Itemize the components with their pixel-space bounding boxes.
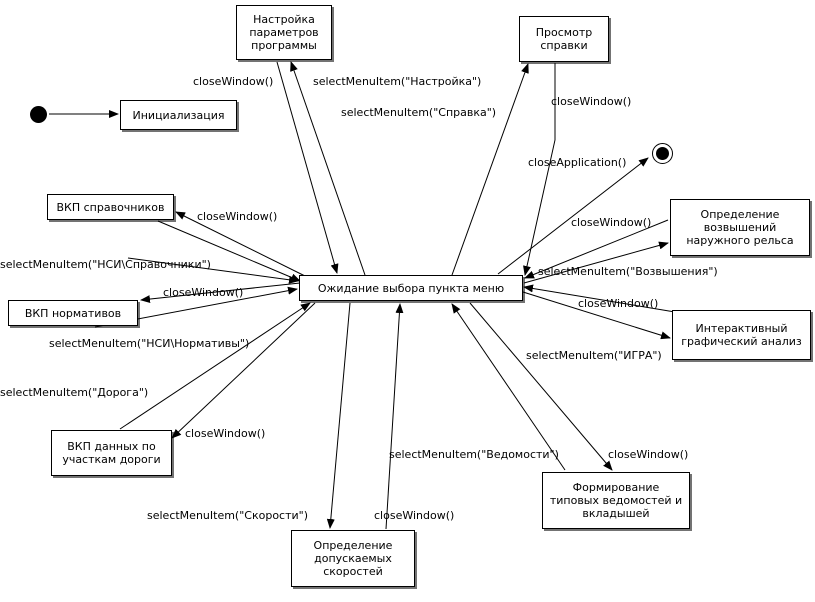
state-reports[interactable] bbox=[542, 472, 690, 529]
state-help[interactable] bbox=[519, 16, 609, 62]
state-analysis-label: Интерактивный графический анализ bbox=[681, 322, 802, 348]
transition-label: selectMenuItem("Дорога") bbox=[0, 386, 149, 399]
state-wait-menu-label: Ожидание выбора пункта меню bbox=[317, 281, 505, 295]
transition-label: selectMenuItem("Справка") bbox=[341, 106, 497, 119]
state-speeds[interactable] bbox=[291, 530, 415, 587]
state-help-label: Просмотр справки bbox=[535, 26, 593, 52]
state-speeds-label: Определение допускаемых скоростей bbox=[313, 539, 393, 578]
transition-label: selectMenuItem("НСИ\Нормативы") bbox=[49, 337, 250, 350]
state-refbooks-label: ВКП справочников bbox=[56, 200, 165, 214]
start-state bbox=[30, 106, 47, 123]
final-state-inner bbox=[656, 147, 669, 160]
transition-label: closeWindow() bbox=[571, 216, 652, 229]
transition-label: closeWindow() bbox=[185, 427, 266, 440]
transition-label: closeWindow() bbox=[193, 75, 274, 88]
state-analysis[interactable] bbox=[672, 310, 811, 360]
transition-label: closeWindow() bbox=[197, 210, 278, 223]
transition-label: closeWindow() bbox=[163, 286, 244, 299]
state-refbooks[interactable] bbox=[47, 194, 174, 220]
state-reports-label: Формирование типовых ведомостей и вкладышей bbox=[549, 481, 683, 520]
transition-label: closeWindow() bbox=[608, 448, 689, 461]
transition-label: selectMenuItem("Ведомости") bbox=[389, 448, 559, 461]
state-elevations-label: Определение возвышений наружного рельса bbox=[686, 208, 794, 247]
transition-label: selectMenuItem("ИГРА") bbox=[526, 349, 662, 362]
state-road-data-label: ВКП данных по участкам дороги bbox=[62, 440, 161, 466]
state-norms-label: ВКП нормативов bbox=[24, 306, 122, 320]
transition-label: selectMenuItem("Настройка") bbox=[313, 75, 482, 88]
state-init[interactable] bbox=[120, 100, 237, 130]
state-wait-menu[interactable] bbox=[299, 275, 523, 301]
state-norms[interactable] bbox=[8, 300, 138, 326]
state-settings-label: Настройка параметров программы bbox=[249, 13, 319, 52]
transition-label: selectMenuItem("Скорости") bbox=[147, 509, 308, 522]
transition-label: closeWindow() bbox=[551, 95, 632, 108]
state-init-label: Инициализация bbox=[132, 108, 225, 122]
state-elevations[interactable] bbox=[670, 199, 810, 256]
transition-label: selectMenuItem("НСИ\Справочники") bbox=[0, 258, 211, 271]
state-settings[interactable] bbox=[236, 5, 332, 60]
transition-label: closeWindow() bbox=[578, 297, 659, 310]
transition-label: selectMenuItem("Возвышения") bbox=[538, 265, 718, 278]
transition-label: closeWindow() bbox=[374, 509, 455, 522]
transition-label: closeApplication() bbox=[528, 156, 627, 169]
state-road-data[interactable] bbox=[51, 430, 172, 476]
